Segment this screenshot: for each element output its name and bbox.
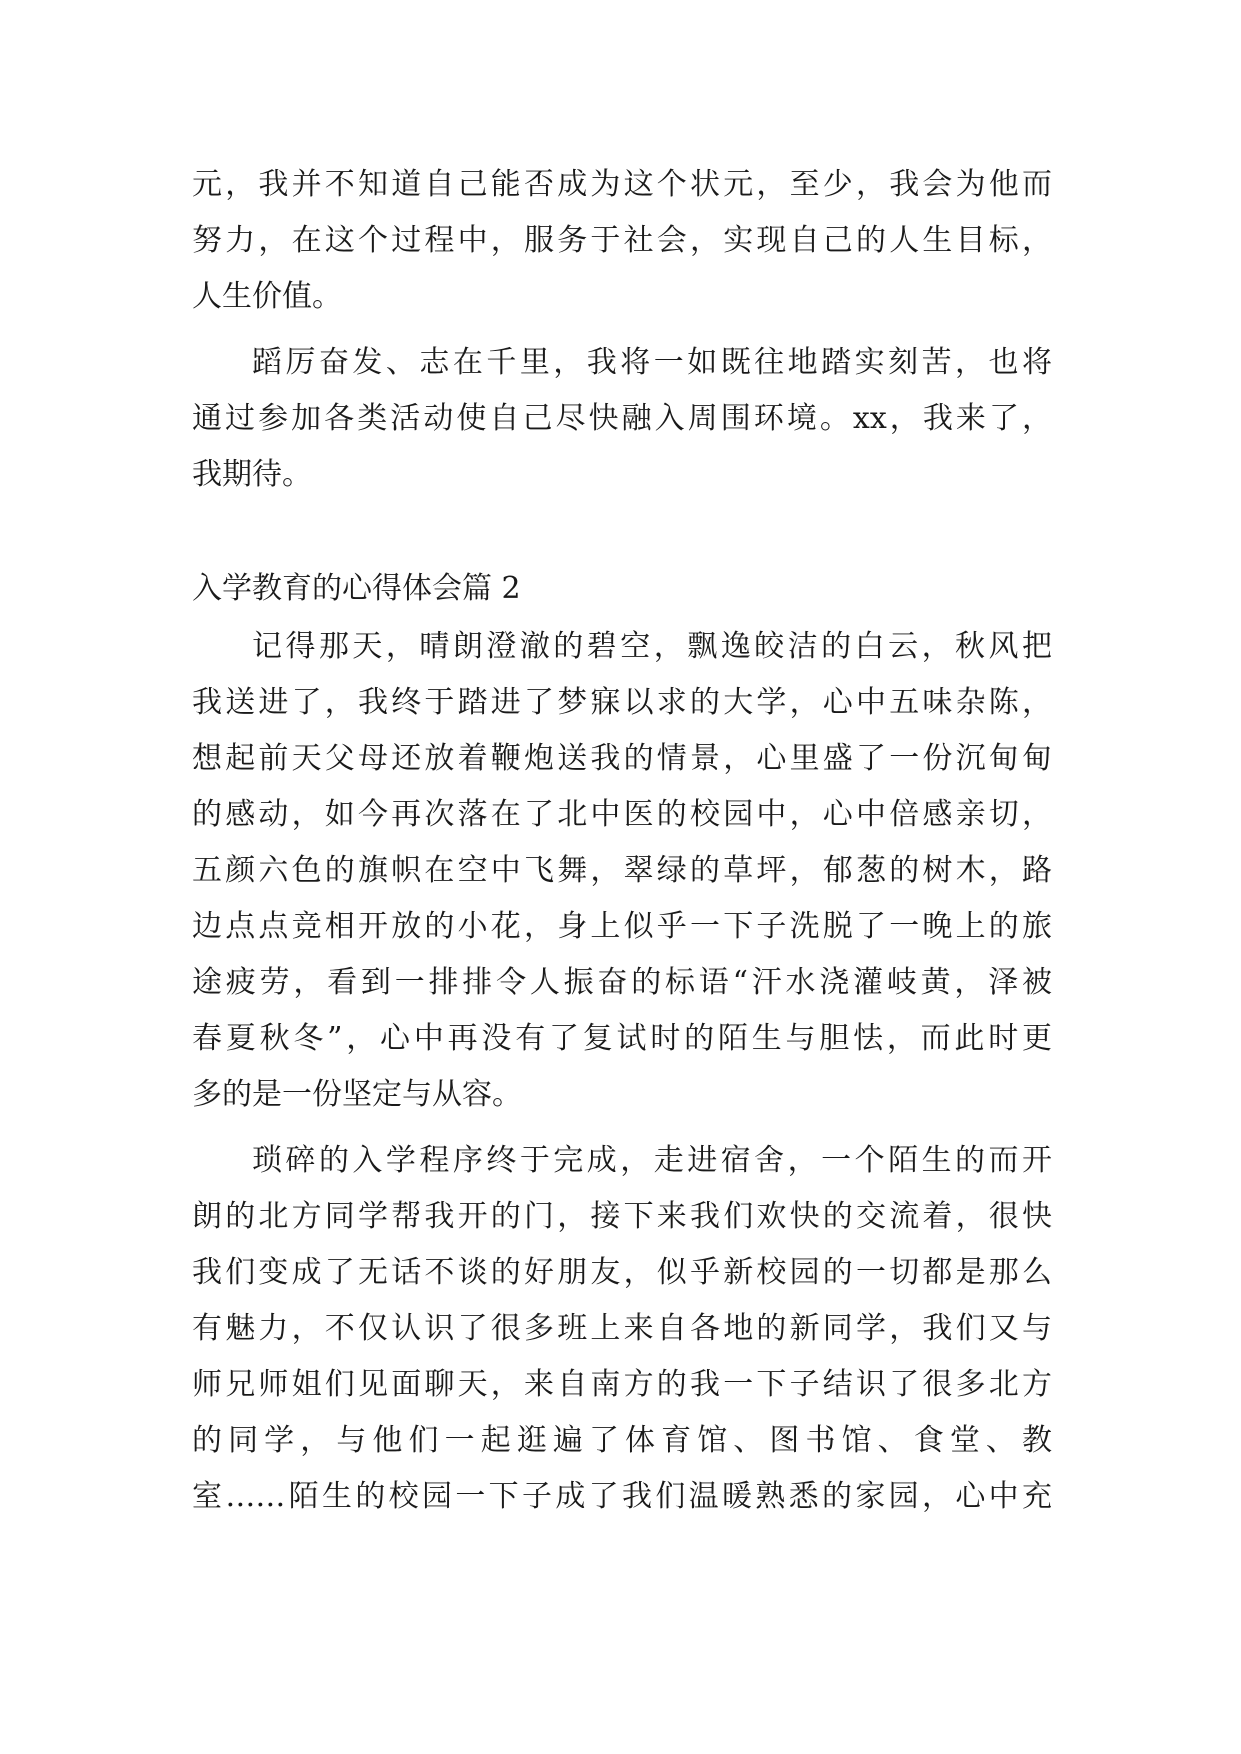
paragraph-line: 努力，在这个过程中，服务于社会，实现自己的人生目标，: [192, 223, 1052, 258]
paragraph-line: 记得那天，晴朗澄澈的碧空，飘逸皎洁的白云，秋风把: [252, 629, 1052, 664]
paragraph-line: 我期待。: [192, 457, 312, 492]
paragraph-line: 通过参加各类活动使自己尽快融入周围环境。xx，我来了，: [192, 401, 1052, 436]
paragraph-line: 师兄师姐们见面聊天，来自南方的我一下子结识了很多北方: [192, 1367, 1052, 1402]
paragraph-line: 多的是一份坚定与从容。: [192, 1077, 522, 1112]
paragraph-line: 春夏秋冬”，心中再没有了复试时的陌生与胆怯，而此时更: [192, 1021, 1052, 1056]
paragraph-line: 琐碎的入学程序终于完成，走进宿舍，一个陌生的而开: [252, 1143, 1052, 1178]
paragraph-line: 人生价值。: [192, 279, 342, 314]
paragraph-line: 的感动，如今再次落在了北中医的校园中，心中倍感亲切，: [192, 797, 1052, 832]
paragraph-line: 我送进了，我终于踏进了梦寐以求的大学，心中五味杂陈，: [192, 685, 1052, 720]
paragraph-line: 我们变成了无话不谈的好朋友，似乎新校园的一切都是那么: [192, 1255, 1052, 1290]
paragraph-line: 室……陌生的校园一下子成了我们温暖熟悉的家园，心中充: [192, 1479, 1052, 1514]
paragraph-line: 元，我并不知道自己能否成为这个状元，至少，我会为他而: [192, 167, 1052, 202]
paragraph-line: 边点点竞相开放的小花，身上似乎一下子洗脱了一晚上的旅: [192, 909, 1052, 944]
paragraph-line: 五颜六色的旗帜在空中飞舞，翠绿的草坪，郁葱的树木，路: [192, 853, 1052, 888]
paragraph-line: 途疲劳，看到一排排令人振奋的标语“汗水浇灌岐黄，泽被: [192, 965, 1052, 1000]
paragraph-line: 有魅力，不仅认识了很多班上来自各地的新同学，我们又与: [192, 1311, 1052, 1346]
paragraph-line: 朗的北方同学帮我开的门，接下来我们欢快的交流着，很快: [192, 1199, 1052, 1234]
paragraph-line: 的同学，与他们一起逛遍了体育馆、图书馆、食堂、教: [192, 1423, 1052, 1458]
section-title: 入学教育的心得体会篇 2: [192, 571, 521, 606]
paragraph-line: 蹈厉奋发、志在千里，我将一如既往地踏实刻苦，也将: [252, 345, 1052, 380]
paragraph-line: 想起前天父母还放着鞭炮送我的情景，心里盛了一份沉甸甸: [192, 741, 1052, 776]
